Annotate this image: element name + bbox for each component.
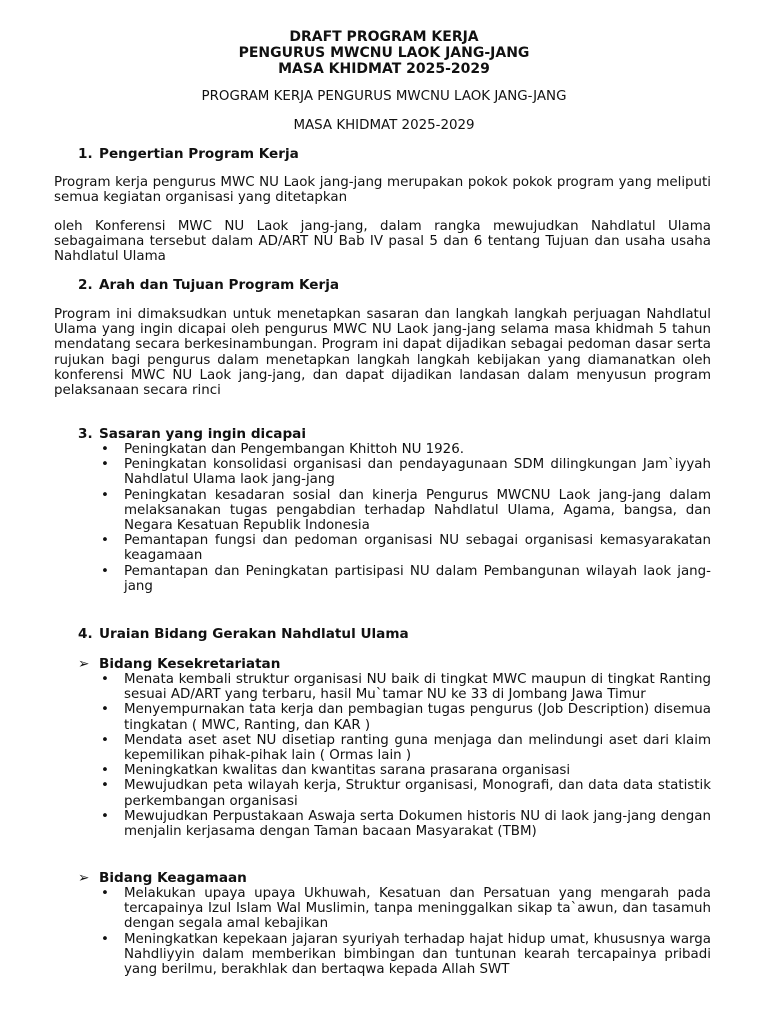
section-2-paragraph: Program ini dimaksudkan untuk menetapkan sasaran dan langkah langkah perjuagan Nahdlatul Ulama yang ingin dicapai oleh pengurus MWC NU Laok jang-jang selama masa khidmah 5 tahun mendatang secara berkesinambungan. Program ini dapat dijadikan sebagai pedoman dasar serta rujukan bagi pengurus dalam menetapkan langkah langkah kebijakan yang diamanatkan oleh konferensi MWC NU Laok jang-jang, dan dapat dijadikan landasan dalam menyusun program pelaksanaan secara rinci — [54, 307, 711, 399]
section-1-paragraph-1: Program kerja pengurus MWC NU Laok jang-jang merupakan pokok pokok program yang meliputi semua kegiatan organisasi yang ditetapkan — [54, 175, 711, 206]
bidang-title: Bidang Kesekretariatan — [99, 656, 281, 672]
bullet-icon: • — [101, 563, 109, 579]
list-item: • Meningkatkan kwalitas dan kwantitas sarana prasarana organisasi — [101, 763, 571, 779]
title-line-2: PENGURUS MWCNU LAOK JANG-JANG — [238, 45, 530, 61]
section-number: 3. — [78, 426, 93, 442]
list-item: • Peningkatan dan Pengembangan Khittoh NU 1926. — [101, 442, 464, 457]
section-4-heading — [78, 626, 409, 642]
section-number: 4. — [78, 626, 93, 642]
subtitle-2: MASA KHIDMAT 2025-2029 — [293, 118, 475, 133]
bullet-icon: • — [101, 808, 109, 824]
bullet-icon: • — [101, 702, 109, 718]
section-title: Sasaran yang ingin dicapai — [99, 426, 307, 442]
list-item: • Pemantapan fungsi dan pedoman organisasi NU sebagai organisasi kemasyarakatan keagamaan — [101, 533, 711, 564]
bidang-title: Bidang Keagamaan — [99, 870, 247, 886]
list-item: • Peningkatan kesadaran sosial dan kinerja Pengurus MWCNU Laok jang-jang dalam melaksanakan tugas pengabdian terhadap Nahdlatul Ulama, Agama, bangsa, dan Negara Kesatuan Republik Indonesia — [101, 487, 711, 534]
section-title: Pengertian Program Kerja — [99, 146, 299, 162]
bullet-icon: • — [101, 732, 109, 748]
bidang-kesekretariatan-list — [101, 672, 711, 839]
arrow-bullet-icon: ➢ — [78, 656, 90, 672]
bullet-icon: • — [101, 886, 109, 901]
bullet-icon: • — [101, 457, 109, 473]
bullet-icon: • — [101, 672, 109, 687]
list-item: • Menyempurnakan tata kerja dan pembagian tugas pengurus (Job Description) disemua tingkatan ( MWC, Ranting, dan KAR ) — [101, 702, 711, 733]
bidang-keagamaan-heading — [78, 870, 247, 886]
doc-title — [0, 29, 768, 77]
title-line-1: DRAFT PROGRAM KERJA — [289, 29, 479, 45]
list-item: • Peningkatan konsolidasi organisasi dan pendayagunaan SDM dilingkungan Jam`iyyah Nahdlatul Ulama laok jang-jang — [101, 457, 711, 488]
section-1-paragraph-2: oleh Konferensi MWC NU Laok jang-jang, dalam rangka mewujudkan Nahdlatul Ulama sebagaimana tersebut dalam AD/ART NU Bab IV pasal 5 dan 6 tentang Tujuan dan usaha usaha Nahdlatul Ulama — [54, 219, 711, 265]
arrow-bullet-icon: ➢ — [78, 870, 90, 886]
bidang-kesekretariatan-heading — [78, 656, 280, 672]
section-1-heading — [78, 146, 299, 162]
list-item: • Mewujudkan peta wilayah kerja, Struktur organisasi, Monografi, dan data data statistik perkembangan organisasi — [101, 778, 711, 809]
list-item: • Menata kembali struktur organisasi NU baik di tingkat MWC maupun di tingkat Ranting sesuai AD/ART yang terbaru, hasil Mu`tamar NU ke 33 di Jombang Jawa Timur — [101, 672, 711, 703]
list-item: • Pemantapan dan Peningkatan partisipasi NU dalam Pembangunan wilayah laok jang-jang — [101, 563, 711, 594]
list-item: • Mewujudkan Perpustakaan Aswaja serta Dokumen historis NU di laok jang-jang dengan menjalin kerjasama dengan Taman bacaan Masyarakat (TBM) — [101, 808, 711, 840]
bullet-icon: • — [101, 442, 109, 457]
section-title: Arah dan Tujuan Program Kerja — [99, 277, 340, 293]
bidang-keagamaan-list — [101, 886, 711, 977]
section-3-list — [101, 442, 711, 594]
section-2-heading — [78, 277, 339, 293]
title-line-3: MASA KHIDMAT 2025-2029 — [278, 61, 490, 77]
list-item: • Melakukan upaya upaya Ukhuwah, Kesatuan dan Persatuan yang mengarah pada tercapainya Izul Islam Wal Muslimin, tanpa meninggalkan sikap ta`awun, dan tasamuh dengan segala amal kebajikan — [101, 886, 711, 932]
subtitle-1: PROGRAM KERJA PENGURUS MWCNU LAOK JANG-JANG — [201, 89, 567, 104]
bullet-icon: • — [101, 763, 109, 779]
bullet-icon: • — [101, 931, 109, 947]
section-number: 2. — [78, 277, 93, 293]
bullet-icon: • — [101, 487, 109, 503]
bullet-icon: • — [101, 778, 109, 794]
section-title: Uraian Bidang Gerakan Nahdlatul Ulama — [99, 626, 409, 642]
section-3-heading — [78, 426, 306, 442]
list-item: • Meningkatkan kepekaan jajaran syuriyah terhadap hajat hidup umat, khususnya warga Nahdliyyin dalam memberikan bimbingan dan tuntunan kearah tercapainya pribadi yang berilmu, berakhlak dan bertaqwa kepada Allah SWT — [101, 931, 711, 978]
bullet-icon: • — [101, 533, 109, 549]
section-number: 1. — [78, 146, 93, 162]
list-item: • Mendata aset aset NU disetiap ranting guna menjaga dan melindungi aset dari klaim kepemilikan pihak-pihak lain ( Ormas lain ) — [101, 732, 711, 764]
